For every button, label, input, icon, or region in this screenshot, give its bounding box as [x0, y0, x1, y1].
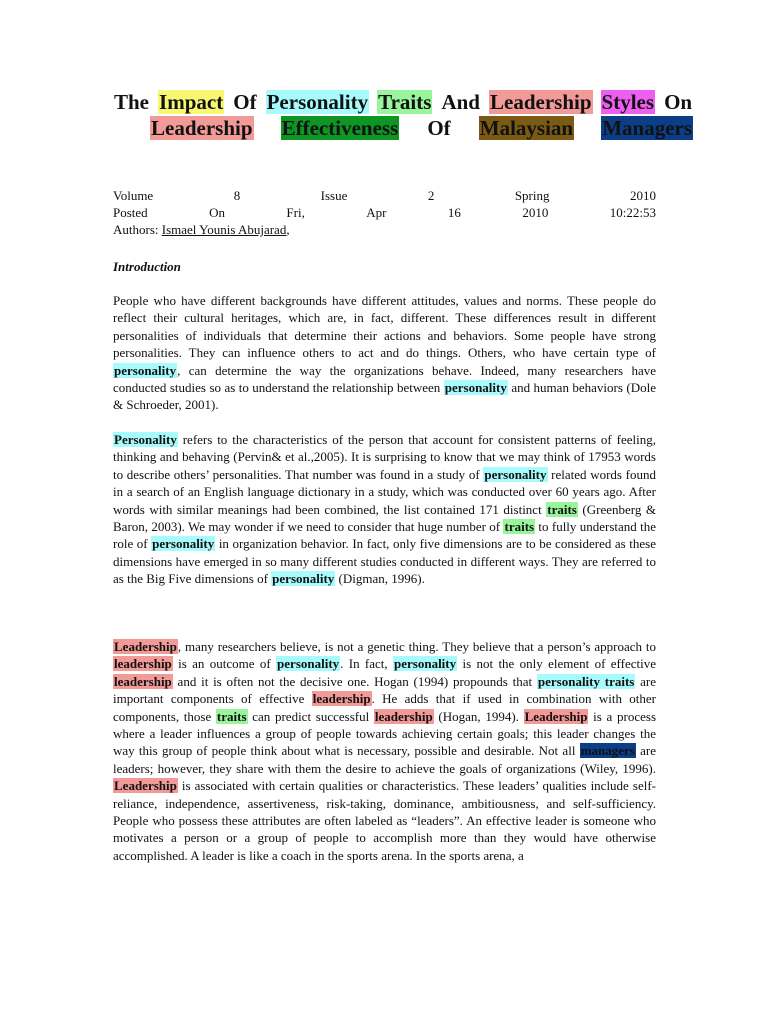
highlight-traits: traits [216, 708, 247, 724]
posted-row [113, 204, 656, 221]
text: People who have different backgrounds have different attitudes, values and norms. These people do reflect their cultural heritages, which are, in fact, different. These differences result in different personalities of individuals that determine their actions and behaviors. Some people have strong personalities. They can influence others to act and do things. Others, who have certain type of [113, 293, 656, 361]
highlight-leadership: leadership [374, 708, 433, 724]
text: in organization behavior. In fact, only five dimensions are to be considered as these dimensions have emerged in so many different studies conducted in different ways. They are referred to as the Big Five dimensions of [113, 536, 656, 587]
highlight-personality: personality [484, 466, 547, 482]
posted-day: Fri, [286, 205, 305, 220]
highlight-personality: personality [152, 536, 215, 552]
title-word-highlight: Leadership [151, 116, 253, 140]
text: is associated with certain qualities or characteristics. These leaders’ qualities include self-reliance, independence, assertiveness, risk-taking, dominance, ambitiousness, and self-sufficiency. People who possess these attributes are often labeled as “leaders”. An effective leader is someone who motivates a person or a group of people to accomplish more than they would have otherwise accomplished. A leader is like a coach in the sports arena. In the sports arena, a [113, 778, 656, 863]
text: and it is often not the decisive one. Hogan (1994) propounds that [172, 673, 537, 689]
highlight-personality: personality [277, 656, 340, 672]
title-word-highlight: Traits [378, 90, 432, 114]
title-word-highlight: Managers [602, 116, 693, 140]
title-word: On [664, 90, 693, 114]
paragraph-1 [113, 292, 656, 414]
highlight-personality: personality [272, 571, 335, 587]
title-word-highlight: Impact [159, 90, 224, 114]
paragraph-3 [113, 638, 656, 864]
author-suffix: , [286, 222, 290, 237]
text: (Hogan, 1994). [433, 708, 524, 724]
title-word: And [441, 90, 480, 114]
text: related words found in a search of an English language dictionary in a study, which was conducted over 60 years ago. After words with similar meanings had been combined, the list contained 171 distinct [113, 466, 656, 517]
text: to fully understand the role of [113, 519, 657, 552]
text: , can determine the way the organizations behave. Indeed, many researchers have conducted studies so as to understand the relationship between [113, 362, 656, 396]
highlight-traits: traits [547, 501, 577, 517]
posted-time: 10:22:53 [609, 205, 656, 220]
volume-value: 8 [233, 188, 241, 203]
posted-label: Posted [113, 205, 148, 220]
article-title [113, 89, 693, 141]
season: Spring [514, 188, 550, 203]
paragraph-2 [113, 431, 656, 588]
posted-date: 16 [447, 205, 461, 220]
highlight-personality: personality [394, 656, 457, 672]
text: is a process where a leader influences a group of people towards achieving certain goals; this leader changes the way this group of people think about what is necessary, possible and desirable. Not all [113, 708, 656, 759]
highlight-leadership: leadership [114, 656, 172, 672]
highlight-leadership: Leadership [524, 708, 588, 724]
issue-value: 2 [427, 188, 435, 203]
highlight-personality-traits: personality traits [537, 673, 635, 689]
highlight-leadership: leadership [114, 673, 172, 689]
on-label: On [209, 205, 225, 220]
title-word: Of [427, 116, 451, 140]
text: (Digman, 1996). [335, 571, 425, 587]
title-word-highlight: Styles [601, 90, 655, 114]
highlight-leadership: leadership [312, 691, 371, 707]
highlight-personality: personality [114, 362, 177, 378]
text: . In fact, [340, 656, 394, 672]
article-meta [113, 187, 656, 238]
highlight-personality: personality [444, 380, 507, 396]
text: refers to the characteristics of the person that account for consistent patterns of feeling, thinking and behaving (Pervin& et al.,2005). It is surprising to know that we may think of 17953 words to describe others’ personalities. That number was found in a study of [113, 432, 656, 482]
highlight-leadership: Leadership [114, 639, 177, 654]
title-word: Of [233, 90, 257, 114]
title-word-highlight: Malaysian [479, 116, 574, 140]
text: and human behaviors (Dole & Schroeder, 2001). [113, 380, 656, 413]
author-link[interactable]: Ismael Younis Abujarad [161, 222, 287, 237]
highlight-personality: Personality [114, 432, 177, 447]
highlight-managers: managers [580, 743, 635, 759]
volume-label: Volume [113, 188, 154, 203]
section-heading: Introduction [113, 259, 181, 274]
year: 2010 [629, 188, 656, 203]
title-word: The [114, 90, 150, 114]
highlight-traits: traits [504, 519, 535, 535]
posted-year: 2010 [522, 205, 549, 220]
text: , many researchers believe, is not a genetic thing. They believe that a person’s approach to [177, 639, 656, 654]
issue-label: Issue [320, 188, 348, 203]
text: . He adds that if used in combination with other components, those [113, 691, 656, 724]
text: is not the only element of effective [457, 656, 657, 672]
authors-row [113, 221, 656, 238]
title-word-highlight: Leadership [490, 90, 592, 114]
text: are leaders; however, they share with them the desire to achieve the goals of organizations (Wiley, 1996). [113, 743, 657, 776]
volume-row [113, 187, 656, 204]
text: are important components of effective [113, 673, 657, 707]
text: is an outcome of [172, 656, 277, 672]
posted-month: Apr [366, 205, 387, 220]
text: (Greenberg & Baron, 2003). We may wonder if we need to consider that huge number of [113, 501, 657, 535]
authors-label: Authors: [113, 222, 159, 237]
title-word-highlight: Effectiveness [281, 116, 399, 140]
title-word-highlight: Personality [266, 90, 369, 114]
text: can predict successful [247, 708, 374, 724]
highlight-leadership: Leadership [114, 778, 177, 794]
